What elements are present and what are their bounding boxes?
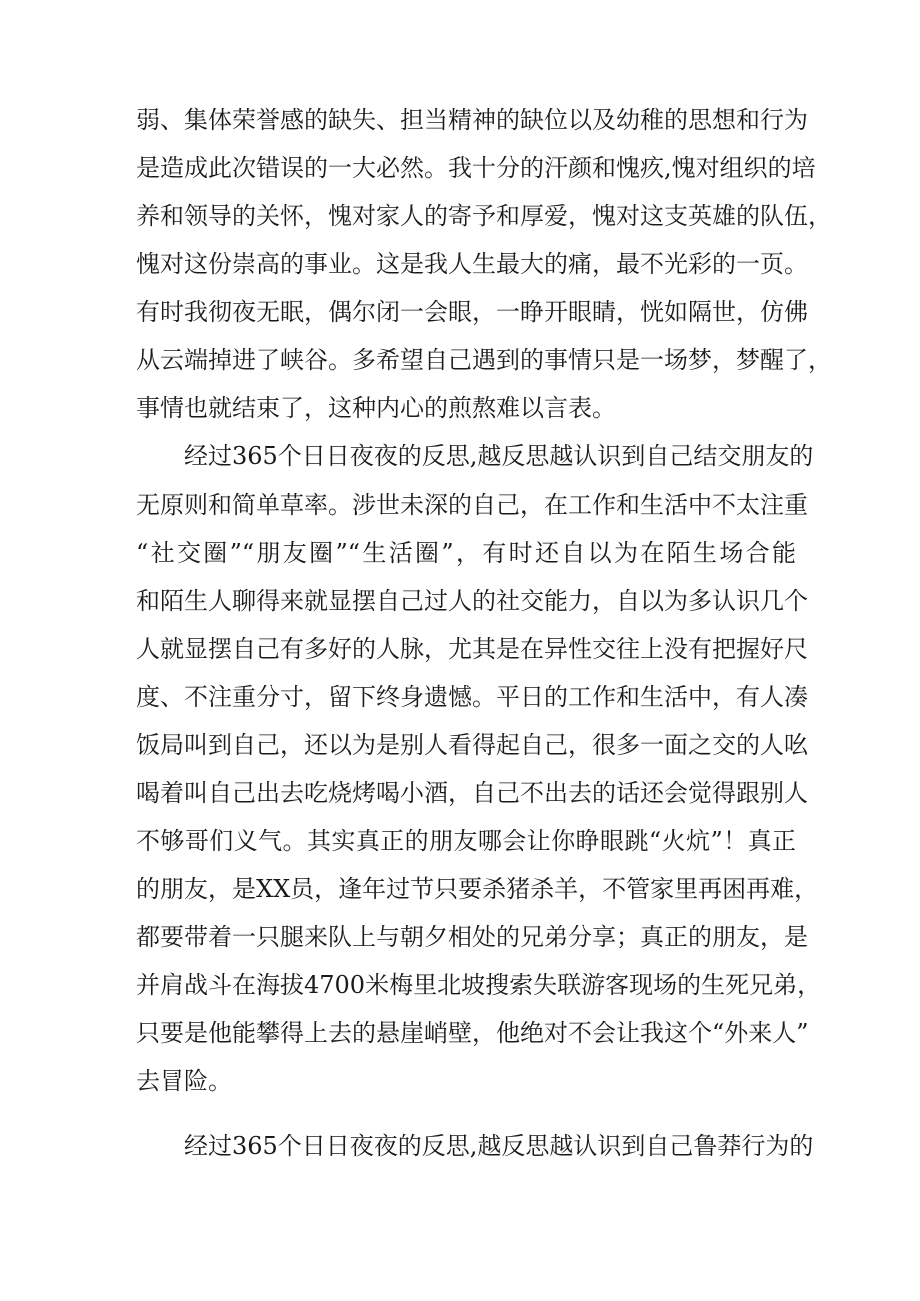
text-line: 养和领导的关怀，愧对家人的寄予和厚爱，愧对这支英雄的队伍， <box>136 202 832 230</box>
paragraph-first-line: 经过365个日日夜夜的反思,越反思越认识到自己鲁莽行为的 <box>184 1132 814 1160</box>
text-line: 事情也就结束了，这种内心的煎熬难以言表。 <box>136 394 616 422</box>
text-line: 弱、集体荣誉感的缺失、担当精神的缺位以及幼稚的思想和行为 <box>136 106 808 134</box>
text-line: 是造成此次错误的一大必然。我十分的汗颜和愧疚,愧对组织的培 <box>136 154 816 182</box>
text-line: 愧对这份崇高的事业。这是我人生最大的痛，最不光彩的一页。 <box>136 250 808 278</box>
text-line: 只要是他能攀得上去的悬崖峭壁，他绝对不会让我这个“外来人” <box>136 1019 809 1047</box>
text-line: “社交圈”“朋友圈”“生活圈”，有时还自以为在陌生场合能 <box>136 539 796 567</box>
text-line: 喝着叫自己出去吃烧烤喝小酒，自己不出去的话还会觉得跟别人 <box>136 779 808 807</box>
text-line: 去冒险。 <box>136 1067 232 1095</box>
text-line: 度、不注重分寸，留下终身遗憾。平日的工作和生活中，有人凑 <box>136 683 808 711</box>
text-line: 有时我彻夜无眠，偶尔闭一会眼，一睁开眼睛，恍如隔世，仿佛 <box>136 298 808 326</box>
text-line: 并肩战斗在海拔4700米梅里北坡搜索失联游客现场的生死兄弟， <box>136 971 822 999</box>
text-line: 饭局叫到自己，还以为是别人看得起自己，很多一面之交的人吆 <box>136 731 808 759</box>
text-line: 的朋友，是XX员，逢年过节只要杀猪杀羊，不管家里再困再难， <box>136 875 819 903</box>
text-line: 从云端掉进了峡谷。多希望自己遇到的事情只是一场梦，梦醒了， <box>136 346 832 374</box>
text-line: 无原则和简单草率。涉世未深的自己，在工作和生活中不太注重 <box>136 491 808 519</box>
text-line: 都要带着一只腿来队上与朝夕相处的兄弟分享；真正的朋友，是 <box>136 923 808 951</box>
paragraph-first-line: 经过365个日日夜夜的反思,越反思越认识到自己结交朋友的 <box>184 442 814 470</box>
text-line: 人就显摆自己有多好的人脉，尤其是在异性交往上没有把握好尺 <box>136 635 808 663</box>
text-line: 和陌生人聊得来就显摆自己过人的社交能力，自以为多认识几个 <box>136 587 808 615</box>
text-line: 不够哥们义气。其实真正的朋友哪会让你睁眼跳“火炕”！真正 <box>136 827 796 855</box>
